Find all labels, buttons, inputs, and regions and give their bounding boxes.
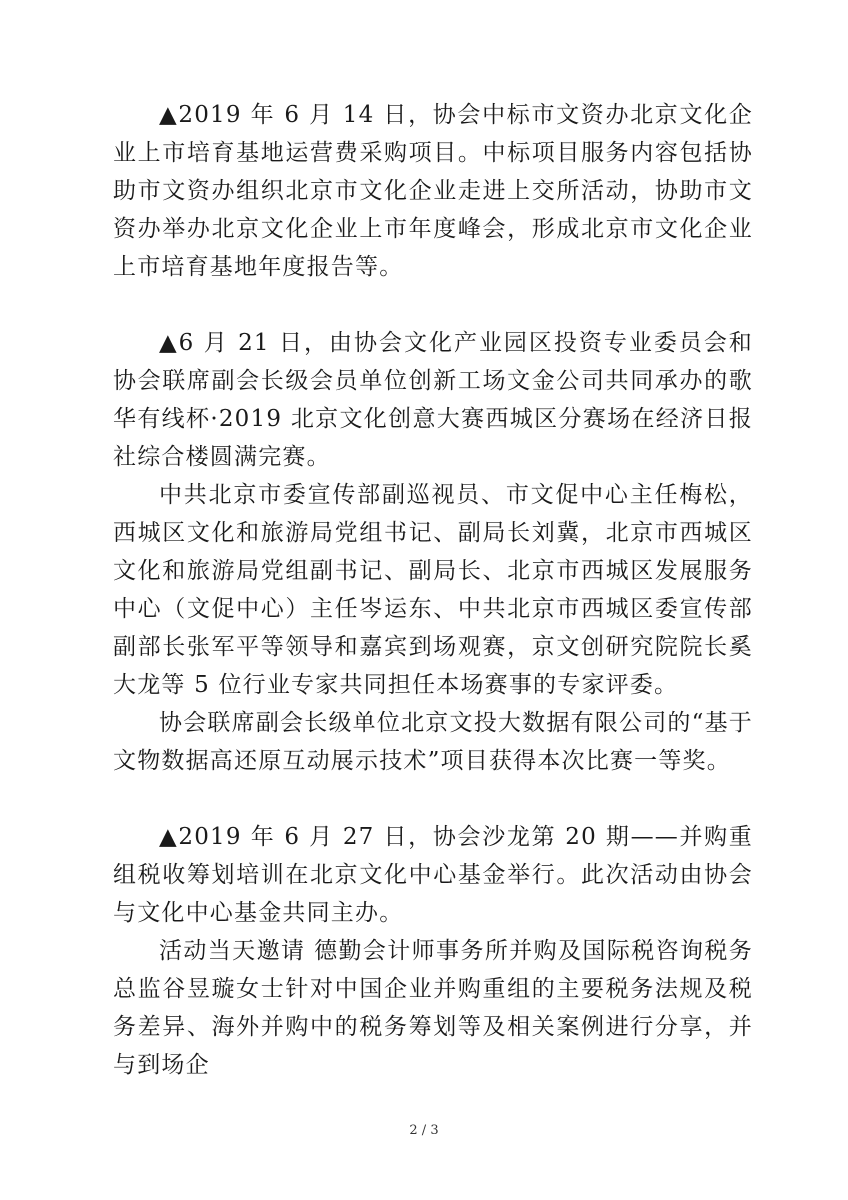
paragraph: ▲6 月 21 日，由协会文化产业园区投资专业委员会和协会联席副会长级会员单位创新工场文金公司共同承办的歌华有线杯·2019 北京文化创意大赛西城区分赛场在经济日报社综合楼圆满完赛。: [113, 330, 753, 470]
paragraph: ▲2019 年 6 月 27 日，协会沙龙第 20 期——并购重组税收筹划培训在北京文化中心基金举行。此次活动由协会与文化中心基金共同主办。: [113, 824, 753, 926]
news-item-tender: [113, 96, 753, 286]
news-item-salon: [113, 818, 753, 1084]
paragraph: 中共北京市委宣传部副巡视员、市文促中心主任梅松，西城区文化和旅游局党组书记、副局长刘冀，北京市西城区文化和旅游局党组副书记、副局长、北京市西城区发展服务中心（文促中心）主任岑运东、中共北京市西城区委宣传部副部长张军平等领导和嘉宾到场观赛，京文创研究院院长奚大龙等 5 位行业专家共同担任本场赛事的专家评委。: [113, 482, 753, 698]
paragraph: 协会联席副会长级单位北京文投大数据有限公司的“基于文物数据高还原互动展示技术”项目获得本次比赛一等奖。: [113, 710, 753, 774]
paragraph: ▲2019 年 6 月 14 日，协会中标市文资办北京文化企业上市培育基地运营费采购项目。中标项目服务内容包括协助市文资办组织北京市文化企业走进上交所活动，协助市文资办举办北京文化企业上市年度峰会，形成北京市文化企业上市培育基地年度报告等。: [113, 102, 753, 280]
news-item-competition: [113, 324, 753, 780]
paragraph: 活动当天邀请 德勤会计师事务所并购及国际税咨询税务总监谷昱璇女士针对中国企业并购重组的主要税务法规及税务差异、海外并购中的税务筹划等及相关案例进行分享，并与到场企: [113, 938, 753, 1078]
page-number: 2 / 3: [409, 1123, 439, 1138]
document-body: [113, 96, 753, 1084]
